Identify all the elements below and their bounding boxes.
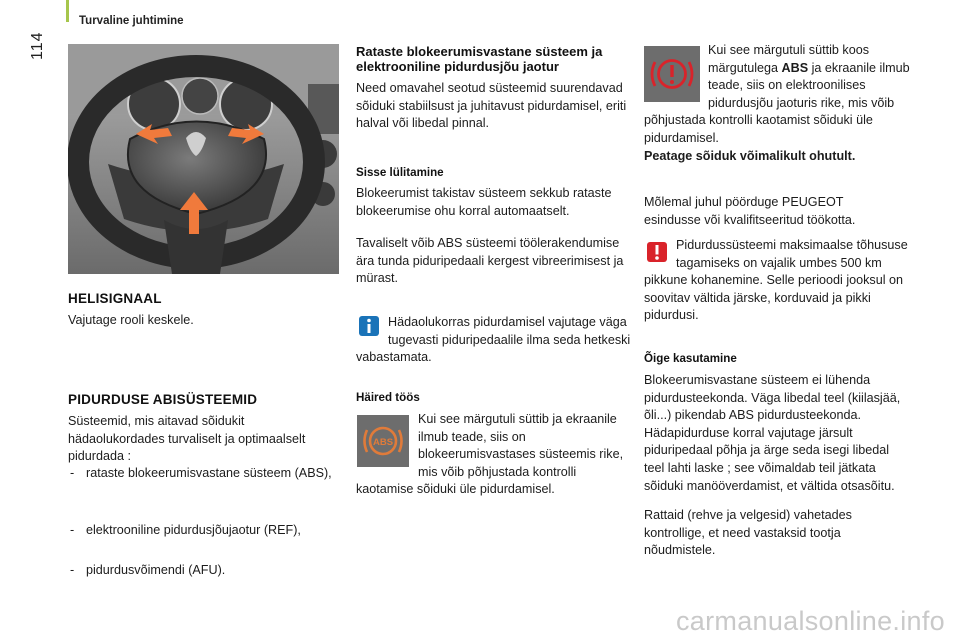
info-note-text: Hädaolukorras pidurdamisel vajutage väga tugevasti piduripedaalile ilma seda hetkeski vabastamata. (356, 315, 631, 365)
brake-warning-a: Kui see märgutuli süttib koos märgutulega (708, 43, 870, 75)
svg-text:ABS: ABS (372, 437, 394, 448)
caution-note-text: Pidurdussüsteemi maksimaalse tõhususe tagamiseks on vajalik umbes 500 km pikkune kohanemine. Selle perioodi jooksul on soovitav vältida järske, korduvaid ja pikki pidurdusi. (644, 238, 908, 323)
correct-use-heading: Õige kasutamine (644, 352, 737, 365)
caution-note (644, 237, 914, 325)
braking-heading: PIDURDUSE ABISÜSTEEMID (68, 392, 258, 407)
braking-item-ref: - elektrooniline pidurdusjõujaotur (REF), (68, 522, 340, 540)
malfunction-heading: Häired töös (356, 391, 420, 404)
braking-item-abs: - rataste blokeerumisvastane süsteem (ABS), (68, 465, 340, 483)
braking-intro: Süsteemid, mis aitavad sõidukit hädaolukordades turvaliselt ja optimaalselt pidurdada : (68, 414, 306, 464)
malfunction-text-body: Kui see märgutuli süttib ja ekraanile ilmub teade, siis on blokeerumisvastases süsteemis rike, mis võib põhjustada kontrolli kaotamise sõiduki üle pidurdamisel. (356, 412, 624, 497)
brake-warning-b: ja ekraanile ilmub teade, siis on elektroonilises pidurdusjõu jaoturis rike, mis võib põhjustada kontrolli kaotamist sõiduki üle pidurdamisel. (644, 60, 910, 145)
abs-heading: Rataste blokeerumisvastane süsteem ja elektrooniline pidurdusjõu jaotur (356, 44, 603, 74)
horn-heading: HELISIGNAAL (68, 291, 162, 306)
correct-use-text-2: Rattaid (rehve ja velgesid) vahetades kontrollige, et need vastaksid tootja nõudmistele. (644, 508, 852, 558)
brake-warning-abs: ABS (781, 60, 809, 75)
brake-warning-text (644, 42, 914, 165)
horn-text: Vajutage rooli keskele. (68, 313, 194, 327)
brake-warning-bold: Peatage sõiduk võimalikult ohutult. (644, 148, 856, 163)
info-note (356, 314, 632, 367)
activation-text-2: Tavaliselt võib ABS süsteemi töölerakendumise ära tunda piduripedaali kergest vibreerimisest ja mürast. (356, 236, 624, 286)
steering-wheel-photo (68, 44, 339, 274)
correct-use-text: Blokeerumisvastane süsteem ei lühenda pidurdusteekonda. Väga libedal teel (kiilasjää, õli...) pikendab ABS pidurdusteekonda. Hädapidurduse korral vajutage järsult piduripedaal põhja ja ärge seda isegi libedal teel lahti laske ; see võimaldab teil jätkata sõiduki manööverdamist, et vältida otsasõitu. (644, 373, 901, 493)
braking-item-afu: - pidurdusvõimendi (AFU). (68, 562, 340, 580)
contact-text: Mõlemal juhul pöörduge PEUGEOT esindusse või kvalifitseeritud töökotta. (644, 195, 856, 227)
activation-text: Blokeerumist takistav süsteem sekkub rataste blokeerumise ohu korral automaatselt. (356, 186, 612, 218)
activation-heading: Sisse lülitamine (356, 166, 444, 179)
page-number: 114 (29, 31, 46, 60)
abs-intro: Need omavahel seotud süsteemid suurendavad sõiduki stabiilsust ja juhitavust pidurdamisel, eriti halval või libedal pinnal. (356, 81, 627, 131)
accent-bar (66, 0, 69, 22)
watermark: carmanualsonline.info (676, 606, 945, 636)
malfunction-text (356, 411, 632, 499)
section-title: Turvaline juhtimine (79, 15, 184, 27)
